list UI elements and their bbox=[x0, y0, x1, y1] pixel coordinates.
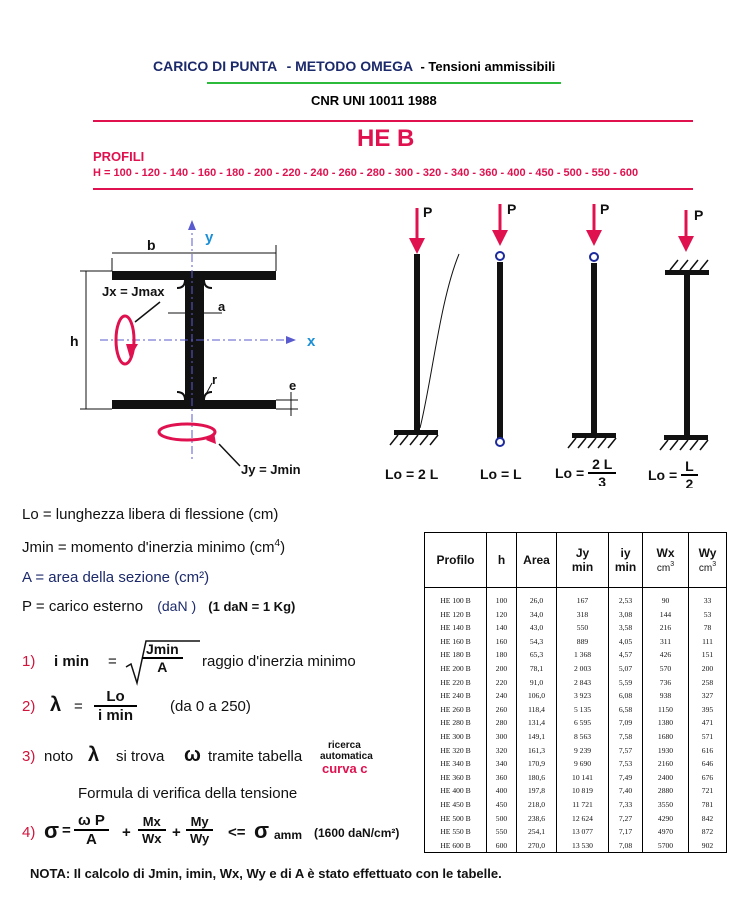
col-iy-top: iy bbox=[620, 546, 631, 560]
table-cell: 550 bbox=[487, 825, 517, 839]
label-jy: Jy = Jmin bbox=[241, 462, 301, 477]
step-3-num: 3) bbox=[22, 748, 36, 765]
step-4-amm: amm bbox=[274, 828, 303, 842]
step-3-text2: si trova bbox=[116, 748, 165, 765]
table-cell: HE 200 B bbox=[425, 662, 487, 676]
table-cell: HE 500 B bbox=[425, 812, 487, 826]
step-2-frac-den: i min bbox=[98, 707, 134, 724]
step-3-omega: ω bbox=[184, 744, 201, 766]
formula-title: Formula di verifica della tensione bbox=[78, 785, 298, 802]
step-4-f3-den: Wy bbox=[190, 831, 210, 846]
lo-label-4 bbox=[648, 458, 698, 488]
def-jmin-close: ) bbox=[280, 539, 286, 556]
table-cell: 11 721 bbox=[557, 798, 609, 812]
col-jy-bottom: min bbox=[571, 560, 594, 574]
table-cell: 311 bbox=[643, 635, 689, 649]
table-cell: 149,1 bbox=[517, 730, 557, 744]
table-cell: HE 550 B bbox=[425, 825, 487, 839]
table-cell: 200 bbox=[689, 662, 727, 676]
table-row bbox=[425, 703, 727, 717]
table-cell: 280 bbox=[487, 716, 517, 730]
table-cell: 180,6 bbox=[517, 771, 557, 785]
table-cell: 9 239 bbox=[557, 744, 609, 758]
step-4-num: 4) bbox=[22, 824, 36, 841]
table-cell: 938 bbox=[643, 689, 689, 703]
table-cell: HE 260 B bbox=[425, 703, 487, 717]
table-row bbox=[425, 676, 727, 690]
table-cell: 10 141 bbox=[557, 771, 609, 785]
step-1-frac-den: A bbox=[157, 659, 168, 675]
table-cell: 270,0 bbox=[517, 839, 557, 853]
step-1-frac-num: Jmin bbox=[142, 641, 183, 659]
load-label-2: P bbox=[507, 201, 517, 217]
label-y: y bbox=[205, 229, 214, 246]
table-cell: 254,1 bbox=[517, 825, 557, 839]
step-4-sigma2: σ bbox=[254, 818, 270, 843]
table-cell: 167 bbox=[557, 588, 609, 608]
table-cell: 197,8 bbox=[517, 784, 557, 798]
col-profilo: Profilo bbox=[425, 533, 487, 588]
table-cell: 34,0 bbox=[517, 608, 557, 622]
table-cell: 2 003 bbox=[557, 662, 609, 676]
step-3-curve: curva c bbox=[322, 761, 368, 776]
table-cell: 2160 bbox=[643, 757, 689, 771]
load-label-4: P bbox=[694, 207, 704, 223]
table-cell: 872 bbox=[689, 825, 727, 839]
lo4-num: L bbox=[681, 458, 698, 476]
step-2-num: 2) bbox=[22, 698, 36, 715]
load-label-3: P bbox=[600, 201, 610, 217]
table-cell: HE 280 B bbox=[425, 716, 487, 730]
table-cell: 7,58 bbox=[609, 730, 643, 744]
table-cell: 450 bbox=[487, 798, 517, 812]
def-p-conv: (1 daN = 1 Kg) bbox=[208, 599, 296, 614]
table-cell: 646 bbox=[689, 757, 727, 771]
def-p-text: P = carico esterno bbox=[22, 598, 144, 615]
table-cell: 4,57 bbox=[609, 648, 643, 662]
step-4-sigma: σ bbox=[44, 818, 60, 843]
step-1-text: raggio d'inerzia minimo bbox=[202, 653, 356, 670]
col-jy-top: Jy bbox=[575, 546, 590, 560]
table-cell: 4,05 bbox=[609, 635, 643, 649]
table-cell: 260 bbox=[487, 703, 517, 717]
table-cell: 340 bbox=[487, 757, 517, 771]
table-row bbox=[425, 812, 727, 826]
table-cell: 5 135 bbox=[557, 703, 609, 717]
table-cell: 78,1 bbox=[517, 662, 557, 676]
table-cell: 160 bbox=[487, 635, 517, 649]
table-row bbox=[425, 621, 727, 635]
table-header-row bbox=[425, 533, 727, 588]
section-title: HE B bbox=[357, 125, 415, 152]
table-cell: 426 bbox=[643, 648, 689, 662]
table-cell: HE 400 B bbox=[425, 784, 487, 798]
table-cell: HE 120 B bbox=[425, 608, 487, 622]
label-e: e bbox=[289, 378, 297, 393]
table-cell: 13 530 bbox=[557, 839, 609, 853]
table-cell: 7,09 bbox=[609, 716, 643, 730]
title-part2: - METODO OMEGA bbox=[286, 58, 413, 74]
table-cell: 9 690 bbox=[557, 757, 609, 771]
table-cell: 1380 bbox=[643, 716, 689, 730]
table-cell: 6,08 bbox=[609, 689, 643, 703]
lo3-num: 2 L bbox=[588, 456, 616, 474]
table-cell: 721 bbox=[689, 784, 727, 798]
table-cell: HE 160 B bbox=[425, 635, 487, 649]
table-cell: 500 bbox=[487, 812, 517, 826]
step-4-f1-num: ω P bbox=[74, 812, 109, 831]
table-cell: 842 bbox=[689, 812, 727, 826]
table-cell: 300 bbox=[487, 730, 517, 744]
table-cell: 736 bbox=[643, 676, 689, 690]
table-cell: 91,0 bbox=[517, 676, 557, 690]
table-cell: 33 bbox=[689, 588, 727, 608]
table-cell: 2400 bbox=[643, 771, 689, 785]
load-label-1: P bbox=[423, 204, 433, 220]
table-cell: 1 368 bbox=[557, 648, 609, 662]
table-cell: HE 340 B bbox=[425, 757, 487, 771]
table-cell: HE 220 B bbox=[425, 676, 487, 690]
label-r: r bbox=[212, 372, 218, 387]
table-cell: 400 bbox=[487, 784, 517, 798]
table-cell: 902 bbox=[689, 839, 727, 853]
step-1-num: 1) bbox=[22, 653, 36, 670]
table-cell: HE 450 B bbox=[425, 798, 487, 812]
def-area: A = area della sezione (cm²) bbox=[22, 569, 210, 586]
lo-label-1: Lo = 2 L bbox=[385, 466, 439, 482]
profili-list: H = 100 - 120 - 140 - 160 - 180 - 200 - 220 - 240 - 260 - 280 - 300 - 320 - 340 - 360 - 400 - 450 - 500 - 550 - 600 bbox=[93, 167, 639, 179]
table-row bbox=[425, 648, 727, 662]
table-cell: 120 bbox=[487, 608, 517, 622]
def-lo: Lo = lunghezza libera di flessione (cm) bbox=[22, 506, 279, 523]
table-cell: 4290 bbox=[643, 812, 689, 826]
table-cell: 676 bbox=[689, 771, 727, 785]
table-cell: 3 923 bbox=[557, 689, 609, 703]
table-cell: 258 bbox=[689, 676, 727, 690]
def-jmin-exp: 4 bbox=[274, 538, 281, 549]
table-cell: HE 600 B bbox=[425, 839, 487, 853]
table-cell: 238,6 bbox=[517, 812, 557, 826]
step-3-text1: noto bbox=[44, 748, 74, 765]
table-cell: 2880 bbox=[643, 784, 689, 798]
table-cell: 144 bbox=[643, 608, 689, 622]
table-row bbox=[425, 689, 727, 703]
note: NOTA: Il calcolo di Jmin, imin, Wx, Wy e di A è stato effettuato con le tabelle. bbox=[30, 866, 502, 881]
table-cell: 7,57 bbox=[609, 744, 643, 758]
col-iy-bottom: min bbox=[614, 560, 637, 574]
table-cell: 111 bbox=[689, 635, 727, 649]
table-cell: 6,58 bbox=[609, 703, 643, 717]
table-cell: 616 bbox=[689, 744, 727, 758]
table-cell: 395 bbox=[689, 703, 727, 717]
table-cell: 3,58 bbox=[609, 621, 643, 635]
table-cell: 180 bbox=[487, 648, 517, 662]
table-cell: 3,08 bbox=[609, 608, 643, 622]
col-wy-exp: 3 bbox=[712, 561, 717, 568]
col-area: Area bbox=[517, 533, 557, 588]
step-3-text3: tramite tabella bbox=[208, 748, 303, 765]
title-part1: CARICO DI PUNTA bbox=[153, 58, 277, 74]
table-row bbox=[425, 784, 727, 798]
table-cell: 781 bbox=[689, 798, 727, 812]
table-cell: 220 bbox=[487, 676, 517, 690]
step-2-frac-num: Lo bbox=[94, 688, 137, 707]
table-cell: HE 300 B bbox=[425, 730, 487, 744]
table-cell: 100 bbox=[487, 588, 517, 608]
table-cell: 26,0 bbox=[517, 588, 557, 608]
table-body bbox=[425, 588, 727, 853]
def-jmin bbox=[22, 538, 285, 556]
table-cell: 140 bbox=[487, 621, 517, 635]
step-2-text: (da 0 a 250) bbox=[170, 698, 251, 715]
table-cell: 7,27 bbox=[609, 812, 643, 826]
step-1-lhs: i min bbox=[54, 653, 90, 670]
def-jmin-text: Jmin = momento d'inerzia minimo (cm bbox=[22, 539, 275, 556]
profili-label: PROFILI bbox=[93, 149, 145, 164]
table-cell: 550 bbox=[557, 621, 609, 635]
col-wx-unit: cm bbox=[656, 563, 671, 574]
table-cell: 2 843 bbox=[557, 676, 609, 690]
table-cell: 131,4 bbox=[517, 716, 557, 730]
col-jy bbox=[557, 533, 609, 588]
table-cell: 3550 bbox=[643, 798, 689, 812]
table-cell: 151 bbox=[689, 648, 727, 662]
profile-table bbox=[424, 532, 727, 853]
step-3-note2: automatica bbox=[320, 751, 373, 762]
table-cell: 7,40 bbox=[609, 784, 643, 798]
table-cell: HE 140 B bbox=[425, 621, 487, 635]
col-wy bbox=[689, 533, 727, 588]
table-cell: 1150 bbox=[643, 703, 689, 717]
col-wx bbox=[643, 533, 689, 588]
table-row bbox=[425, 608, 727, 622]
label-a: a bbox=[218, 299, 226, 314]
table-cell: 161,3 bbox=[517, 744, 557, 758]
table-cell: 889 bbox=[557, 635, 609, 649]
step-4-f2-den: Wx bbox=[142, 831, 162, 846]
col-wx-exp: 3 bbox=[670, 561, 675, 568]
table-cell: 90 bbox=[643, 588, 689, 608]
table-cell: 54,3 bbox=[517, 635, 557, 649]
table-cell: 1930 bbox=[643, 744, 689, 758]
lo4-den: 2 bbox=[685, 476, 694, 488]
def-p bbox=[22, 598, 295, 615]
column-2 bbox=[492, 204, 508, 446]
col-wx-top: Wx bbox=[656, 546, 675, 560]
table-cell: 1680 bbox=[643, 730, 689, 744]
table-row bbox=[425, 662, 727, 676]
table-cell: 118,4 bbox=[517, 703, 557, 717]
table-cell: 471 bbox=[689, 716, 727, 730]
label-h: h bbox=[70, 333, 79, 349]
table-cell: 218,0 bbox=[517, 798, 557, 812]
label-b: b bbox=[147, 237, 156, 253]
table-cell: HE 100 B bbox=[425, 588, 487, 608]
table-row bbox=[425, 757, 727, 771]
table-cell: 240 bbox=[487, 689, 517, 703]
col-h: h bbox=[487, 533, 517, 588]
step-4-le: <= bbox=[228, 824, 246, 841]
table-cell: 10 819 bbox=[557, 784, 609, 798]
col-wy-unit: cm bbox=[698, 563, 713, 574]
table-cell: 13 077 bbox=[557, 825, 609, 839]
table-cell: 7,53 bbox=[609, 757, 643, 771]
table-cell: 571 bbox=[689, 730, 727, 744]
table-cell: 78 bbox=[689, 621, 727, 635]
table-cell: 7,33 bbox=[609, 798, 643, 812]
table-cell: 200 bbox=[487, 662, 517, 676]
step-4 bbox=[22, 810, 422, 858]
table-row bbox=[425, 825, 727, 839]
table-cell: 318 bbox=[557, 608, 609, 622]
lo3-den: 3 bbox=[598, 474, 607, 486]
step-1-eq: = bbox=[108, 653, 117, 670]
table-cell: 600 bbox=[487, 839, 517, 853]
table-cell: 106,0 bbox=[517, 689, 557, 703]
table-cell: 7,08 bbox=[609, 839, 643, 853]
lo3-prefix: Lo = bbox=[555, 465, 585, 481]
table-cell: HE 240 B bbox=[425, 689, 487, 703]
column-4 bbox=[660, 210, 709, 450]
step-4-f1-den: A bbox=[86, 831, 97, 848]
table-row bbox=[425, 716, 727, 730]
col-wy-top: Wy bbox=[698, 546, 717, 560]
table-row bbox=[425, 744, 727, 758]
table-row bbox=[425, 771, 727, 785]
title-part3: - Tensioni ammissibili bbox=[420, 59, 556, 74]
label-jx: Jx = Jmax bbox=[102, 284, 165, 299]
table-row bbox=[425, 839, 727, 853]
table-cell: 65,3 bbox=[517, 648, 557, 662]
table-cell: 5,59 bbox=[609, 676, 643, 690]
table-cell: HE 180 B bbox=[425, 648, 487, 662]
step-4-plus2: + bbox=[172, 824, 181, 841]
lo4-prefix: Lo = bbox=[648, 467, 678, 483]
step-4-limit: (1600 daN/cm²) bbox=[314, 826, 400, 840]
table-cell: 8 563 bbox=[557, 730, 609, 744]
lo-label-3 bbox=[555, 456, 616, 486]
table-cell: 570 bbox=[643, 662, 689, 676]
table-row bbox=[425, 730, 727, 744]
table-cell: 5,07 bbox=[609, 662, 643, 676]
table-cell: HE 360 B bbox=[425, 771, 487, 785]
table-cell: 7,17 bbox=[609, 825, 643, 839]
column-3 bbox=[568, 204, 616, 448]
table-row bbox=[425, 798, 727, 812]
table-cell: 4970 bbox=[643, 825, 689, 839]
table-cell: 5700 bbox=[643, 839, 689, 853]
lo-label-2: Lo = L bbox=[480, 466, 522, 482]
table-row bbox=[425, 588, 727, 608]
norm-label: CNR UNI 10011 1988 bbox=[311, 93, 437, 108]
step-3-note1: ricerca bbox=[328, 740, 361, 751]
column-1 bbox=[390, 208, 459, 445]
step-4-eq: = bbox=[62, 822, 71, 839]
table-cell: 53 bbox=[689, 608, 727, 622]
table-cell: 216 bbox=[643, 621, 689, 635]
step-3-lambda: λ bbox=[88, 744, 100, 766]
table-cell: 43,0 bbox=[517, 621, 557, 635]
table-cell: 170,9 bbox=[517, 757, 557, 771]
table-cell: 327 bbox=[689, 689, 727, 703]
label-x: x bbox=[307, 333, 316, 350]
step-2-eq: = bbox=[74, 698, 83, 715]
step-3 bbox=[22, 740, 402, 780]
step-4-f2-num: Mx bbox=[138, 814, 166, 831]
col-iy bbox=[609, 533, 643, 588]
table-cell: 2,53 bbox=[609, 588, 643, 608]
table-cell: 6 595 bbox=[557, 716, 609, 730]
table-cell: 320 bbox=[487, 744, 517, 758]
step-2-lhs: λ bbox=[50, 694, 62, 716]
table-row bbox=[425, 635, 727, 649]
step-4-plus1: + bbox=[122, 824, 131, 841]
table-cell: 360 bbox=[487, 771, 517, 785]
table-cell: 12 624 bbox=[557, 812, 609, 826]
def-p-unit: (daN ) bbox=[157, 598, 197, 614]
table-cell: 7,49 bbox=[609, 771, 643, 785]
table-cell: HE 320 B bbox=[425, 744, 487, 758]
step-4-f3-num: My bbox=[186, 814, 213, 831]
